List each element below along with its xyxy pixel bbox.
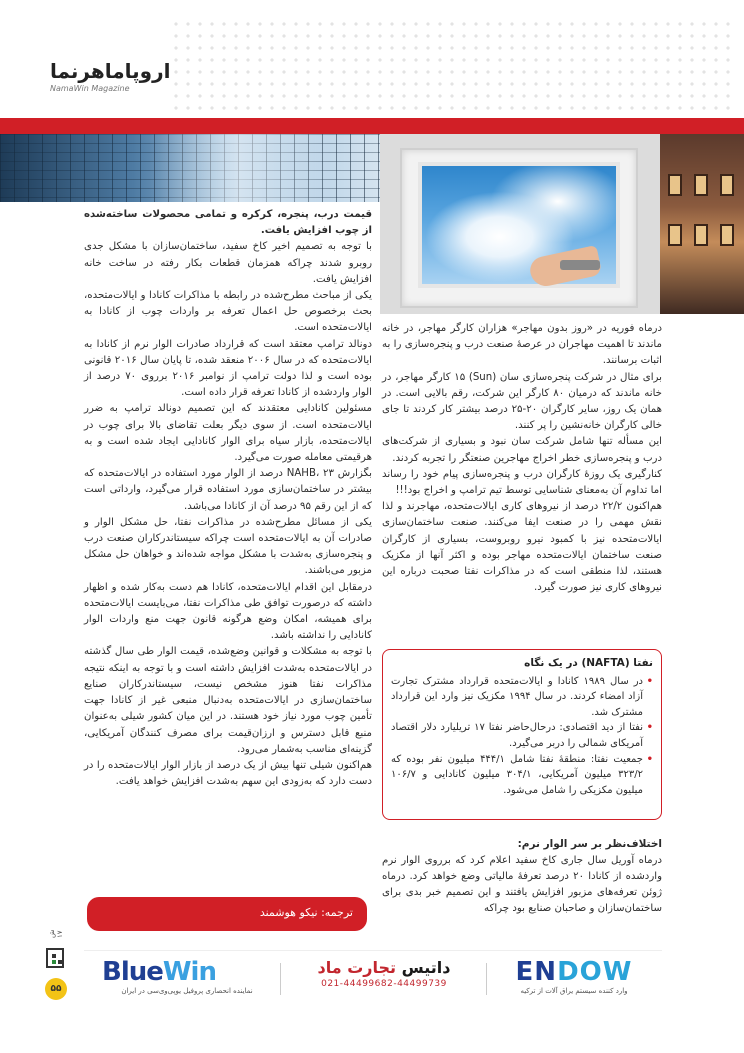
window-handle <box>560 260 600 270</box>
building-photo-right <box>660 134 744 314</box>
paragraph: با توجه به مشکلات و قوانین وضع‌شده، قیمت الوار طی سال گذشته در ایالات‌متحده به‌شدت افزایش داشته است و با توجه به اینکه نتیجه مذاکرات نفتا هنوز مشخص نیست، سیستاندرکاران صنایع ساختمان‌سازی در ایالات‌متحده به‌دنبال منبعی غیر از کانادا جهت تأمین چوب مورد نیاز خود هستند. در این میان کشور شیلی به‌عنوان منبع قابل دسترس و ارزان‌قیمت برای مصرف کنندگان آمریکایی، گزینه‌ای مناسب به‌شمار می‌رود. <box>84 646 372 755</box>
datis-ad[interactable] <box>294 957 474 1001</box>
endow-ad[interactable] <box>504 957 644 1001</box>
paragraph: با توجه به تصمیم اخیر کاخ سفید، ساختمان‌سازان با مشکل جدی روبرو شدند چراکه همزمان قطعات بکار رفته در ساخت خانه افزایش یافت. <box>84 241 372 285</box>
paragraph: برای مثال در شرکت پنجره‌سازی سان (Sun) ۱۵ کارگر مهاجر، در خانه ماندند که درمیان ۸۰ کارگر این شرکت، رقم بالایی است. در همان یک روز، سایر کارگران ۲۰-۲۵ درصد بیشتر کار کردند تا جای خالی کارگران خانه‌نشین را پر کنند. <box>382 371 662 432</box>
logo-text: اروپاماهرنما <box>50 59 171 83</box>
paragraph: کنارگیری یک روزهٔ کارگران درب و پنجره‌سازی پیام خود را رساند اما تداوم آن به‌معنای شناسایی توسط تیم ترامپ و اخراج بود!!! <box>382 468 662 497</box>
list-item: • نفتا از دید اقتصادی: درحال‌حاضر نفتا ۱۷ تریلیارد دلار اقتصاد آمریکای شمالی را دربر می‌گیرد. <box>391 720 653 751</box>
issue-label: ش ۱۷ <box>48 929 64 938</box>
datis-phone: 021-44499682-44499739 <box>321 979 447 989</box>
header-red-band <box>0 118 744 134</box>
right-column <box>382 321 662 596</box>
paragraph: بگزارش NAHB، ۲۳ درصد از الوار مورد استفاده در ایالات‌متحده که بیشتر در ساختمان‌سازی مورد استفاده قرار می‌گیرد، وارداتی است که از این رقم ۹۵ درصد آن از کانادا می‌باشد. <box>84 468 372 512</box>
window-frame <box>400 148 638 308</box>
paragraph: هم‌اکنون شیلی تنها بیش از یک درصد از بازار الوار ایالات‌متحده را در دست دارد که به‌زودی این سهم به‌شدت افزایش خواهد یافت. <box>84 759 372 788</box>
section-heading: اختلاف‌نظر بر سر الوار نرم: <box>517 838 662 850</box>
nafta-list <box>391 674 653 799</box>
magazine-logo <box>50 60 180 100</box>
divider <box>280 963 281 995</box>
page-number: ۵۵ <box>45 978 67 1000</box>
datis-logo: داتیس تجارت ماد <box>317 958 451 977</box>
paragraph: درمقابل این اقدام ایالات‌متحده، کانادا هم دست به‌کار شده و اظهار داشته که درصورت توافق طی مذاکرات نفتا، می‌بایست ایالات‌متحده برای همیشه، امکان وضع هرگونه قانون جهت منع واردات الوار کانادایی را نداشته باشد. <box>84 581 372 642</box>
magazine-icon <box>46 948 64 968</box>
buildings-banner-image <box>0 134 380 202</box>
paragraph: یکی از مباحث مطرح‌شده در رابطه با مذاکرات کانادا و ایالات‌متحده، بحث برخصوص حل اعمال تعرفه بر واردات چوب از کانادا به ایالات‌متحده است. <box>84 290 372 334</box>
endow-logo: ENDOW <box>515 957 633 987</box>
paragraph: یکی از مسائل مطرح‌شده در مذاکرات نفتا، حل مشکل الوار و صادرات آن به ایالات‌متحده است چراکه سیستاندرکاران صنعت درب و پنجره‌سازی به‌شدت با مشکل مواجه شده‌اند و خواهان حل مشکل مزبور می‌باشند. <box>84 516 372 577</box>
list-item: • در سال ۱۹۸۹ کانادا و ایالات‌متحده قرارداد مشترک تجارت آزاد امضاء کردند. در سال ۱۹۹۴ مکزیک نیز وارد این قرارداد مشترک شد. <box>391 674 653 721</box>
nafta-info-box <box>382 649 662 820</box>
paragraph: درماه آوریل سال جاری کاخ سفید اعلام کرد که برروی الوار نرم وارد‌شده از کانادا ۲۰ درصد تعرفهٔ مالیاتی وضع خواهد کرد. درماه ژوئن تعرفه‌های مزبور افزایش یافتند و این تصمیم خبر بدی برای ساختمان‌سازان و صاحبان صنایع بود چراکه <box>382 855 663 914</box>
paragraph: قیمت درب، پنجره، کرکره و تمامی محصولات ساخته‌شده از چوب افزایش یافت. <box>84 209 372 237</box>
logo-subtitle: NamaWin Magazine <box>50 84 130 93</box>
paragraph: درماه فوریه در «روز بدون مهاجر» هزاران کارگر مهاجر، در خانه ماندند تا اهمیت مهاجران در عرصهٔ صنعت درب و پنجره‌سازی را به اثبات برسانند. <box>382 323 662 367</box>
paragraph: هم‌اکنون ۲۲/۲ درصد از نیروهای کاری ایالات‌متحده، مهاجرند و لذا نقش مهمی را در صنعت ایفا می‌کنند. صنعت ساختمان‌سازی ایالات‌متحده نیز با کمبود نیرو روبروست، بسیاری از کارگران صنعت ساختمان ایالات‌متحده مهاجر بوده و اکثر آنها از مکزیک هستند، لذا منطقی است که در مذاکرات نفتا صحبت درباره این نیروهای کاری نیز صورت گیرد. <box>382 501 662 594</box>
bluewin-ad[interactable] <box>102 957 272 1001</box>
paragraph: مسئولین کانادایی معتقدند که این تصمیم دونالد ترامپ به ضرر ایالات‌متحده است. از سوی دیگر بعلت تقاضای بالا برای چوب در ایالات‌متحده، بازار سیاه برای الوار کانادایی ایجاد شده است و به هرقیمتی معامله صورت می‌گیرد. <box>84 403 372 464</box>
endow-tagline: وارد کننده سیستم یراق آلات از ترکیه <box>520 987 628 995</box>
advertisers-bar <box>84 950 662 1006</box>
dot-pattern <box>170 18 730 110</box>
translator-credit: ترجمه: نیکو هوشمند <box>87 897 367 931</box>
bluewin-logo: BlueWin <box>102 957 216 987</box>
left-column <box>84 207 372 790</box>
softwood-section <box>382 836 662 917</box>
bluewin-tagline: نماینده انحصاری پروفیل یوپی‌وی‌سی در ایران <box>121 987 253 995</box>
window-photo <box>380 134 660 314</box>
list-item: • جمعیت نفتا: منطقهٔ نفتا شامل ۴۴۴/۱ میلیون نفر بوده که ۳۲۳/۲ میلیون آمریکایی، ۳۰۴/۱ میلیون کانادایی و ۱۰۶/۷ میلیون مکزیکی را شامل می‌شود. <box>391 752 653 799</box>
nafta-box-title: نفتا (NAFTA) در یک نگاه <box>524 657 653 669</box>
paragraph: دونالد ترامپ معتقد است که قرارداد صادرات الوار نرم از کانادا به ایالات‌متحده که در سال ۲۰۰۶ منعقد شده، تا پایان سال ۲۰۱۶ قانونی بوده است و لذا دولت ترامپ از نوامبر ۲۰۱۶ برروی ۷۰ درصد از الوار وارد‌شده از کانادا تعرفه قرار داده است. <box>84 338 373 399</box>
divider <box>486 963 487 995</box>
paragraph: این مسأله تنها شامل شرکت سان نبود و بسیاری از شرکت‌های درب و پنجره‌سازی خطر اخراج مهاجرین صنعتگر را تجربه کردند. <box>382 436 662 464</box>
